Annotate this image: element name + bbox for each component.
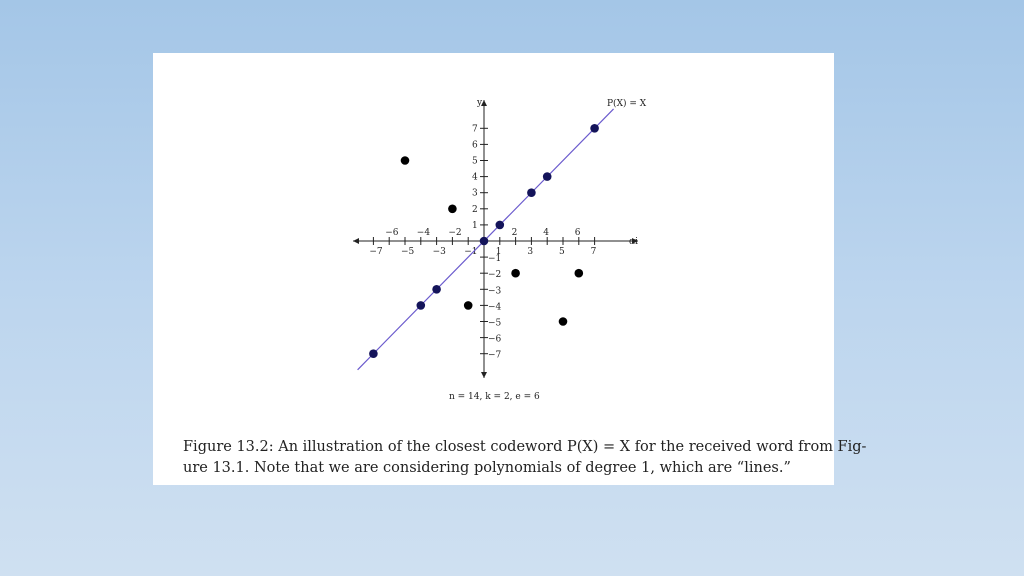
point-on-line	[369, 349, 378, 358]
x-tick-label: −1	[464, 247, 478, 257]
point-off-line	[575, 269, 584, 278]
y-axis-label: y	[477, 98, 483, 108]
y-tick-label: 2	[472, 204, 478, 215]
point-off-line	[448, 205, 457, 214]
x-tick-label: 1	[495, 247, 502, 257]
point-on-line	[432, 285, 441, 294]
figure-card	[153, 53, 867, 485]
y-tick-label: −7	[488, 350, 502, 361]
caption-line-1: Figure 13.2: An illustration of the closest codeword P(X) = X for the received word from Fig-	[183, 439, 867, 455]
y-tick-label: 3	[472, 188, 478, 199]
figure-caption	[183, 437, 867, 479]
x-tick-label: 4	[543, 228, 549, 238]
x-tick-label: 6	[574, 228, 581, 238]
x-tick-label: −6	[385, 228, 399, 238]
y-tick-label: −5	[488, 318, 502, 329]
y-tick-label: 7	[472, 124, 478, 135]
x-tick-label: −7	[369, 247, 383, 257]
y-tick-label: −4	[488, 302, 502, 313]
params-label: n = 14, k = 2, e = 6	[449, 392, 540, 402]
point-on-line	[590, 124, 599, 133]
x-tick-label: −2	[448, 228, 462, 238]
point-off-line	[559, 317, 568, 326]
line-label: P(X) = X	[607, 99, 647, 109]
caption-line-2: ure 13.1. Note that we are considering polynomials of degree 1, which are “lines.”	[183, 460, 791, 476]
x-tick-label: −5	[401, 247, 415, 257]
point-on-line	[543, 172, 552, 181]
x-tick-label: 5	[559, 247, 565, 257]
point-on-line	[480, 237, 489, 246]
x-tick-label: −3	[432, 247, 446, 257]
x-tick-label: −4	[416, 228, 431, 238]
y-tick-label: −1	[488, 254, 502, 265]
y-tick-label: 4	[472, 172, 478, 183]
point-off-line	[401, 156, 410, 165]
y-tick-label: −2	[488, 270, 502, 281]
y-tick-label: 1	[472, 220, 478, 231]
chart	[153, 53, 834, 423]
point-off-line	[464, 301, 473, 310]
y-tick-label: 5	[472, 156, 478, 167]
x-axis-label: αi	[629, 237, 638, 247]
point-off-line	[511, 269, 520, 278]
point-on-line	[527, 188, 536, 197]
point-on-line	[496, 221, 505, 230]
y-tick-label: −3	[488, 286, 502, 297]
y-tick-label: −6	[488, 334, 502, 345]
x-tick-label: 3	[527, 247, 534, 257]
y-tick-label: 6	[472, 140, 478, 151]
point-on-line	[417, 301, 426, 310]
x-tick-label: 7	[590, 247, 597, 257]
x-tick-label: 2	[511, 228, 518, 238]
